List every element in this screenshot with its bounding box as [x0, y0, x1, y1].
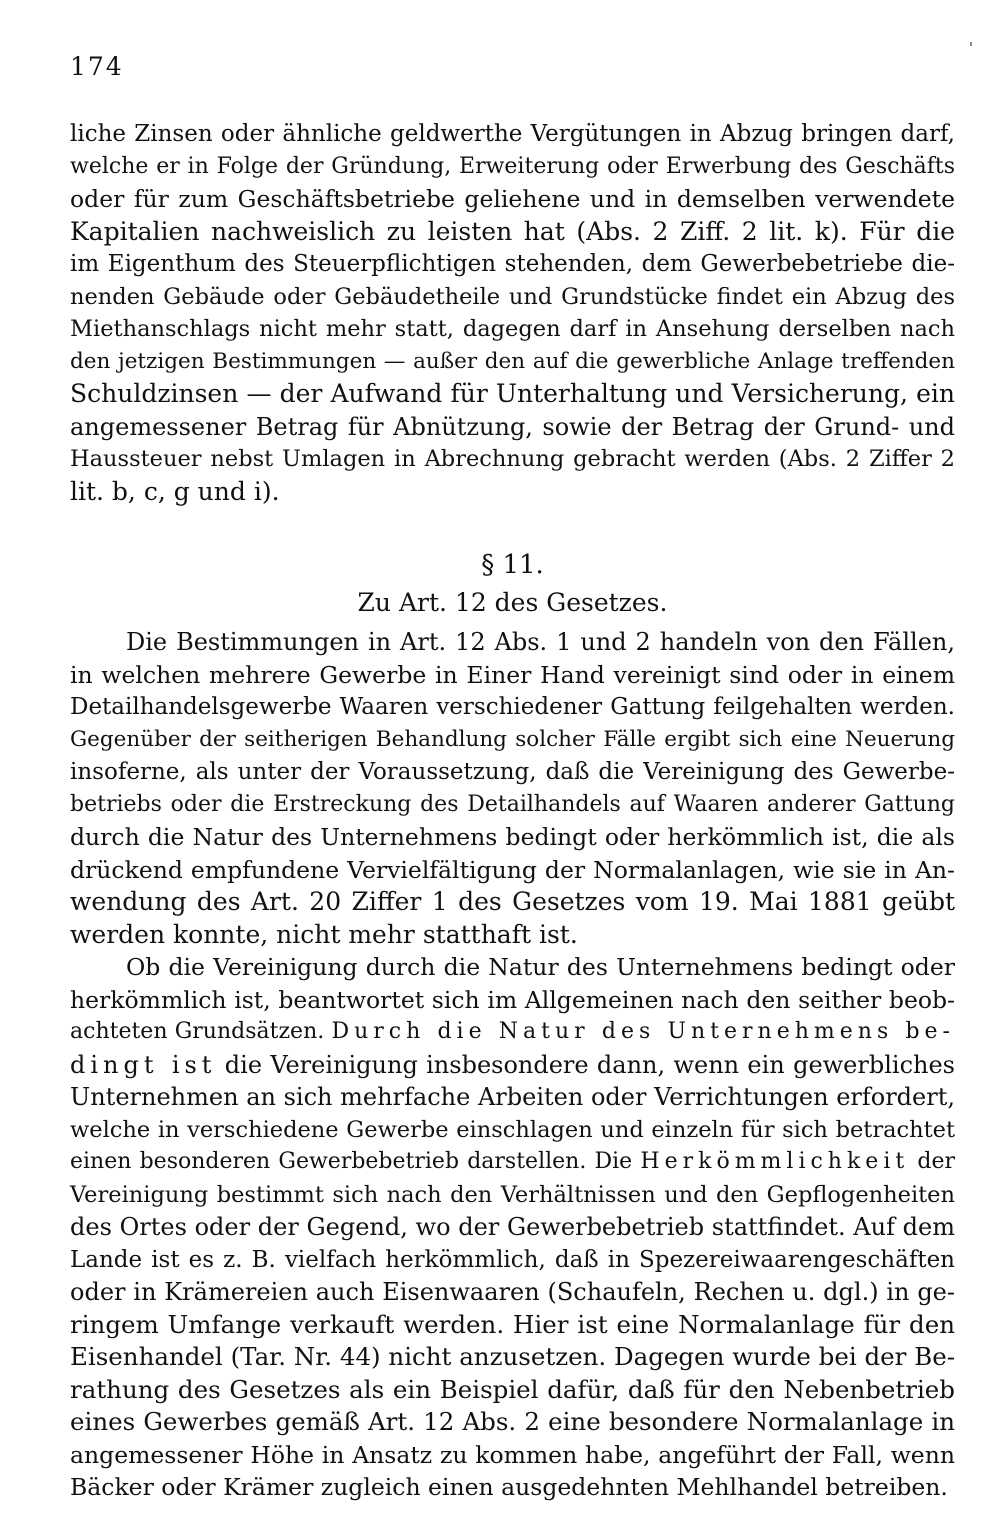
text-line: Bäcker oder Krämer zugleich einen ausgedehnten Mehlhandel betreiben. [70, 1473, 948, 1501]
text-line: werden konnte, nicht mehr statthaft ist. [70, 919, 578, 949]
page-number: 174 [70, 52, 124, 81]
paragraph-vereinigung [70, 951, 955, 1504]
text-line: eines Gewerbes gemäß Art. 12 Abs. 2 eine besondere Normalanlage in [70, 1407, 955, 1436]
emphasized-text: Durch die Natur des Unternehmens be- [331, 1019, 955, 1044]
text-line: insoferne, als unter der Voraussetzung, daß die Vereinigung des Gewerbe- [70, 759, 955, 785]
text-line: betriebs oder die Erstreckung des Detailhandels auf Waaren anderer Gattung [70, 791, 955, 817]
text-line: Detailhandelsgewerbe Waaren verschiedener Gattung feilgehalten werden. [70, 694, 955, 720]
text-line: Die Bestimmungen in Art. 12 Abs. 1 und 2 handeln von den Fällen, [126, 628, 955, 656]
text-line: Eisenhandel (Tar. Nr. 44) nicht anzusetzen. Dagegen wurde bei der Be- [70, 1342, 955, 1371]
text-line: ringem Umfange verkauft werden. Hier ist eine Normalanlage für den [70, 1309, 955, 1339]
text-line: Miethanschlags nicht mehr statt, dagegen darf in Ansehung derselben nach [70, 316, 955, 342]
text-line: Schuldzinsen — der Aufwand für Unterhaltung und Versicherung, ein [70, 379, 955, 408]
emphasized-text: Herkömmlichkeit [640, 1149, 910, 1174]
text-line: Ob die Vereinigung durch die Natur des Unternehmens bedingt oder [126, 953, 955, 981]
text-segment: einen besonderen Gewerbebetrieb darstellen. Die [70, 1149, 633, 1174]
text-line [70, 1146, 955, 1179]
page-body [70, 118, 955, 1504]
text-line: des Ortes oder der Gegend, wo der Gewerbebetrieb stattfindet. Auf dem [70, 1213, 955, 1241]
text-line: welche er in Folge der Gründung, Erweiterung oder Erwerbung des Geschäfts [70, 153, 955, 179]
text-line: welche in verschiedene Gewerbe einschlagen und einzeln für sich betrachtet [70, 1116, 955, 1143]
text-line: drückend empfundene Vervielfältigung der Normalanlagen, wie sie in An- [70, 855, 955, 884]
scan-mark [970, 42, 972, 46]
text-line: oder in Krämereien auch Eisenwaaren (Schaufeln, Rechen u. dgl.) in ge- [70, 1278, 955, 1306]
text-line: herkömmlich ist, beantwortet sich im Allgemeinen nach den seither beob- [70, 985, 955, 1014]
text-line: durch die Natur des Unternehmens bedingt oder herkömmlich ist, die als [70, 823, 955, 851]
section-number: § 11. [481, 550, 544, 580]
text-line: nenden Gebäude oder Gebäudetheile und Grundstücke findet ein Abzug des [70, 283, 955, 310]
text-line: liche Zinsen oder ähnliche geldwerthe Vergütungen in Abzug bringen darf, [70, 121, 955, 147]
text-line: lit. b, c, g und i). [70, 476, 280, 506]
text-line: in welchen mehrere Gewerbe in Einer Hand vereinigt sind oder in einem [70, 660, 955, 689]
text-line: angemessener Betrag für Abnützung, sowie der Betrag der Grund- und [70, 412, 955, 441]
text-line: rathung des Gesetzes als ein Beispiel dafür, daß für den Nebenbetrieb [70, 1374, 955, 1404]
text-segment: achteten Grundsätzen. [70, 1019, 325, 1044]
text-line: Kapitalien nachweislich zu leisten hat (Abs. 2 Ziff. 2 lit. k). Für die [70, 216, 955, 246]
text-line: wendung des Art. 20 Ziffer 1 des Gesetzes vom 19. Mai 1881 geübt [70, 887, 955, 916]
text-line: den jetzigen Bestimmungen — außer den auf die gewerbliche Anlage treffenden [70, 348, 955, 374]
text-segment: der [917, 1149, 956, 1174]
text-line [70, 1049, 955, 1082]
text-line: Haussteuer nebst Umlagen in Abrechnung gebracht werden (Abs. 2 Ziffer 2 [70, 446, 955, 472]
emphasized-text: dingt ist [70, 1050, 217, 1079]
section-title: Zu Art. 12 des Gesetzes. [357, 588, 668, 617]
paragraph-continuation [70, 118, 955, 508]
text-line: angemessener Höhe in Ansatz zu kommen habe, angeführt der Fall, wenn [70, 1440, 955, 1469]
text-line: Unternehmen an sich mehrfache Arbeiten oder Verrichtungen erfordert, [70, 1083, 955, 1111]
text-line: oder für zum Geschäftsbetriebe geliehene und in demselben verwendete [70, 185, 955, 213]
text-line [70, 1016, 955, 1049]
paragraph-art12-intro [70, 626, 955, 951]
text-line: Gegenüber der seitherigen Behandlung solcher Fälle ergibt sich eine Neuerung [70, 726, 955, 752]
text-line: im Eigenthum des Steuerpflichtigen stehenden, dem Gewerbebetriebe die- [70, 251, 955, 277]
text-line: Vereinigung bestimmt sich nach den Verhältnissen und den Gepflogenheiten [70, 1181, 955, 1208]
text-segment: die Vereinigung insbesondere dann, wenn ein gewerbliches [224, 1050, 955, 1079]
text-line: Lande ist es z. B. vielfach herkömmlich, daß in Spezereiwaarengeschäften [70, 1246, 955, 1273]
